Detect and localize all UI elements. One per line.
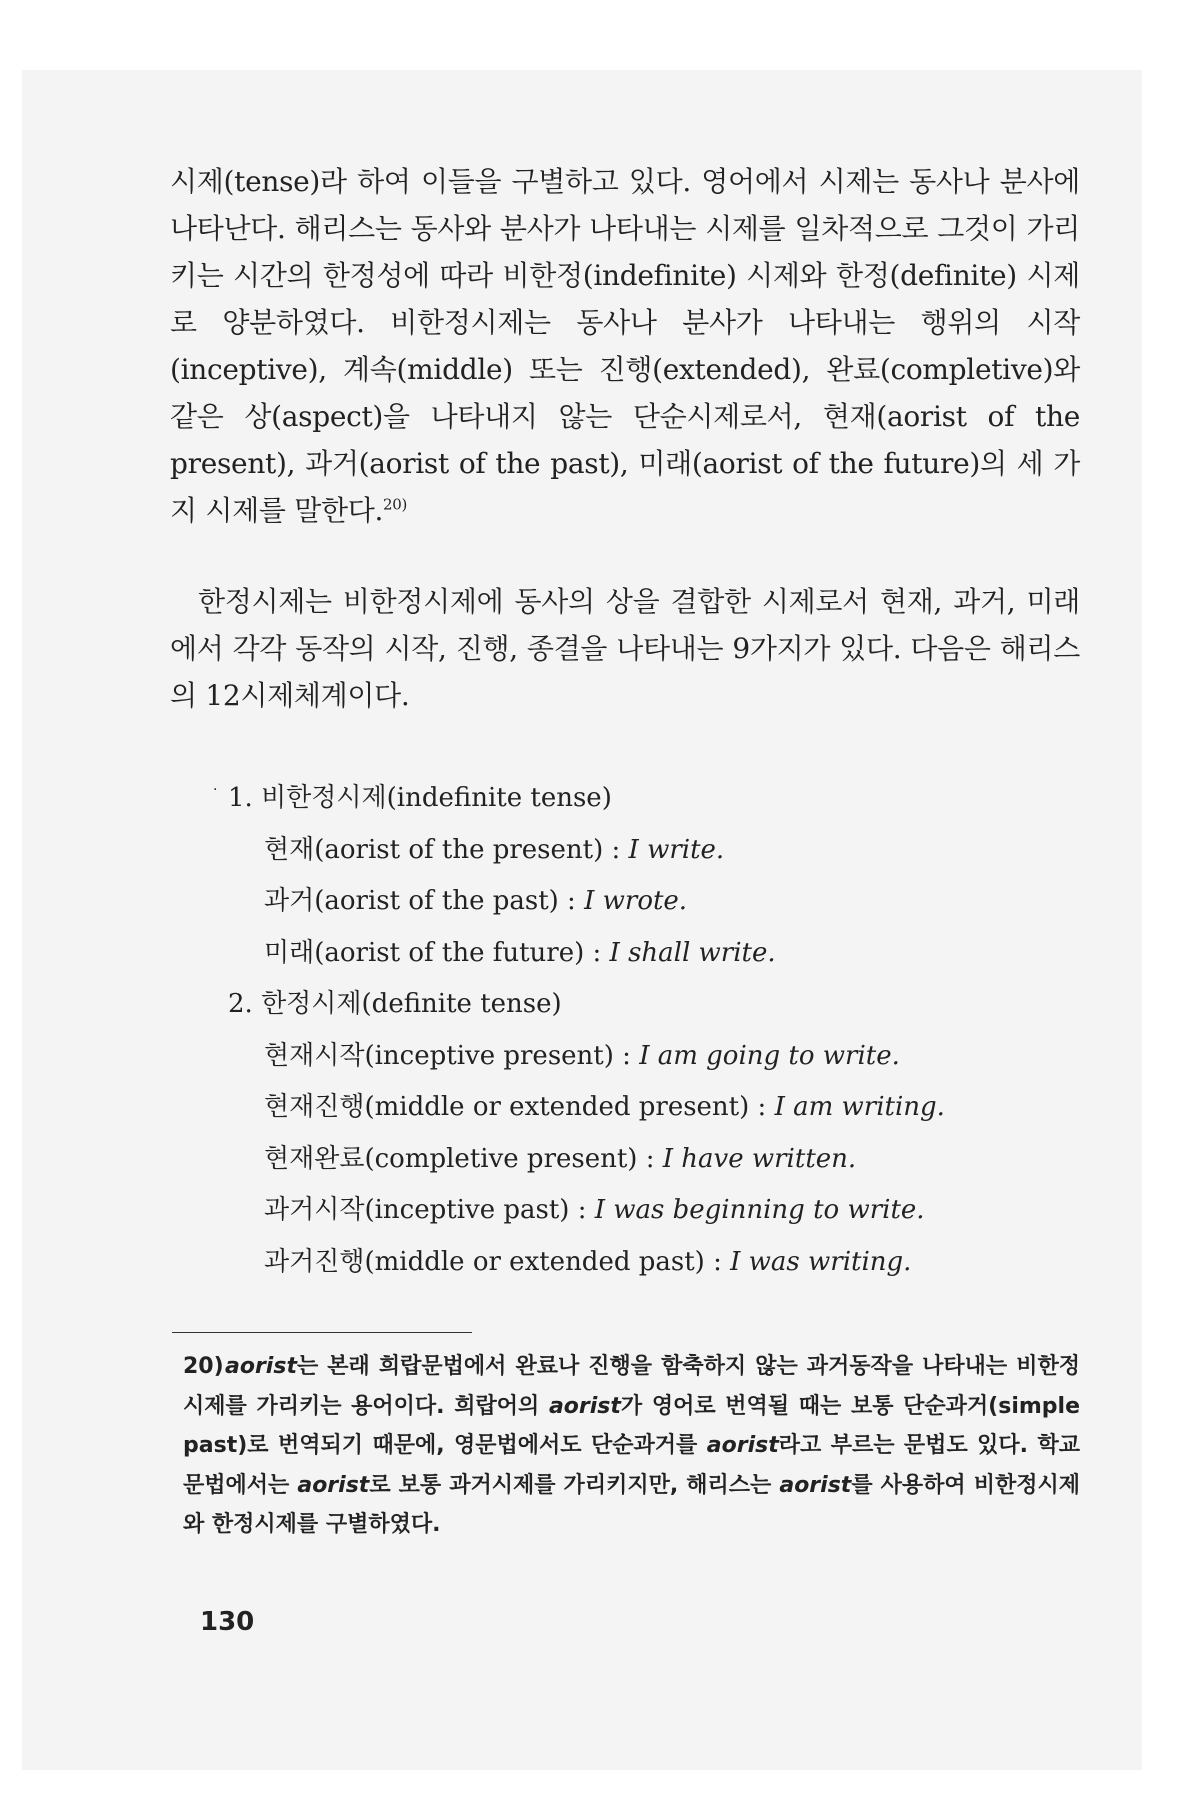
tense-item bbox=[228, 1237, 945, 1289]
footnote-segment: 는 본래 희랍문법에서 완료나 진행을 함축하지 않는 과거동작을 나타내는 비한정시제를 가리키는 용어이다. 희랍어의 bbox=[183, 1354, 1080, 1419]
paragraph-2-text: 한정시제는 비한정시제에 동사의 상을 결합한 시제로서 현재, 과거, 미래에서 각각 동작의 시작, 진행, 종결을 나타내는 9가지가 있다. 다음은 해리스의 12시제체계이다. bbox=[170, 585, 1080, 712]
tense-item-label: 과거시작(inceptive past) : bbox=[264, 1195, 595, 1225]
footnote-reference[interactable]: 20) bbox=[383, 495, 408, 514]
tense-system-list bbox=[228, 773, 945, 1288]
tense-item-example: I was writing. bbox=[730, 1246, 912, 1277]
tense-item-example: I write. bbox=[628, 834, 725, 865]
footnote-number: 20) bbox=[183, 1354, 224, 1379]
tense-item-example: I wrote. bbox=[584, 886, 688, 916]
paragraph-2 bbox=[170, 578, 1080, 719]
tense-item-example: I am going to write. bbox=[639, 1040, 900, 1071]
tense-item bbox=[228, 1082, 945, 1134]
tense-item-example: I was beginning to write. bbox=[594, 1195, 925, 1225]
tense-item bbox=[228, 825, 945, 877]
tense-item bbox=[228, 876, 945, 928]
tense-item-label: 현재시작(inceptive present) : bbox=[264, 1040, 640, 1071]
tense-item bbox=[228, 1031, 945, 1083]
footnote-20 bbox=[183, 1347, 1080, 1545]
paragraph-1 bbox=[170, 158, 1080, 534]
footnote-term: aorist bbox=[548, 1393, 621, 1419]
footnote-segment: 를 사용하여 비한정시제와 한정시제를 구별하였다. bbox=[183, 1472, 1080, 1537]
tense-group-heading: 2. 한정시제(definite tense) bbox=[228, 989, 562, 1019]
tense-item-label: 과거진행(middle or extended past) : bbox=[264, 1246, 731, 1277]
tense-item-example: I shall write. bbox=[609, 937, 776, 968]
footnote-divider bbox=[172, 1332, 472, 1333]
tense-item-example: I have written. bbox=[662, 1143, 857, 1174]
paragraph-1-text: 시제(tense)라 하여 이들을 구별하고 있다. 영어에서 시제는 동사나 분사에 나타난다. 해리스는 동사와 분사가 나타내는 시제를 일차적으로 그것이 가리키는 시간의 한정성에 따라 비한정(indefinite) 시제와 한정(definite) 시제로 양분하였다. 비한정시제는 동사나 분사가 나타내는 행위의 시작(inceptive), 계속(middle) 또는 진행(extended), 완료(completive)와 같은 상(aspect)을 나타내지 않는 단순시제로서, 현재(aorist of the present), 과거(aorist of the past), 미래(aorist of the future)의 세 가지 시제를 말한다. bbox=[170, 165, 1080, 527]
tense-item bbox=[228, 1185, 945, 1237]
footnote-segment: 가 영어로 번역될 때는 보통 단순과거(simple past)로 번역되기 때문에, 영문법에서도 단순과거를 bbox=[183, 1393, 1080, 1458]
page-number: 130 bbox=[200, 1607, 255, 1637]
tense-item-label: 현재진행(middle or extended present) : bbox=[264, 1092, 775, 1122]
tense-item bbox=[228, 1134, 945, 1186]
stray-dot: · bbox=[213, 782, 218, 798]
tense-item-label: 현재완료(completive present) : bbox=[264, 1143, 663, 1174]
footnote-segment: 라고 부르는 문법도 있다. 학교문법에서는 bbox=[183, 1433, 1080, 1498]
tense-item-label: 과거(aorist of the past) : bbox=[264, 886, 585, 916]
footnote-term: aorist bbox=[706, 1433, 779, 1458]
footnote-term: aorist bbox=[225, 1354, 297, 1379]
footnote-term: aorist bbox=[779, 1472, 852, 1498]
tense-item-example: I am writing. bbox=[774, 1092, 945, 1122]
footnote-segment: 로 보통 과거시제를 가리키지만, 해리스는 bbox=[369, 1472, 780, 1498]
tense-group-heading: 1. 비한정시제(indefinite tense) bbox=[228, 783, 612, 813]
footnote-text bbox=[183, 1354, 1080, 1537]
footnote-term: aorist bbox=[297, 1472, 370, 1498]
tense-item-label: 현재(aorist of the present) : bbox=[264, 834, 629, 865]
tense-item-label: 미래(aorist of the future) : bbox=[264, 937, 610, 968]
tense-item bbox=[228, 928, 945, 980]
